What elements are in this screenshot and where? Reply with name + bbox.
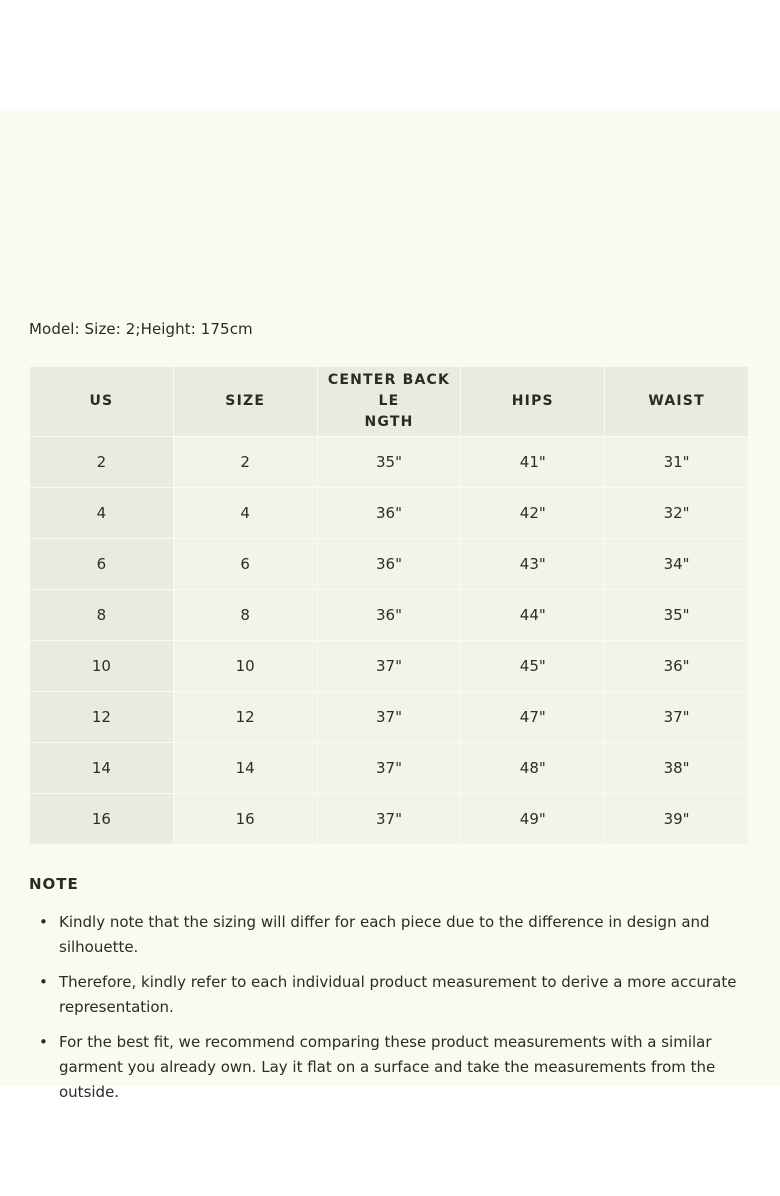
cell-center-back-length: 37"	[317, 794, 461, 845]
size-guide-panel	[0, 111, 780, 1101]
size-chart-table	[29, 366, 749, 845]
bullet-icon: •	[39, 1033, 48, 1051]
table-row	[30, 539, 749, 590]
note-item	[29, 1030, 749, 1105]
cell-hips: 44"	[461, 590, 605, 641]
cell-waist: 34"	[605, 539, 749, 590]
column-header-size: SIZE	[173, 367, 317, 437]
cell-waist: 38"	[605, 743, 749, 794]
cell-size: 14	[173, 743, 317, 794]
cell-us: 12	[30, 692, 174, 743]
cell-size: 4	[173, 488, 317, 539]
note-item	[29, 910, 749, 960]
cell-waist: 35"	[605, 590, 749, 641]
cell-waist: 31"	[605, 437, 749, 488]
bullet-icon: •	[39, 973, 48, 991]
cell-us: 16	[30, 794, 174, 845]
cell-center-back-length: 36"	[317, 539, 461, 590]
cell-size: 16	[173, 794, 317, 845]
cell-center-back-length: 36"	[317, 590, 461, 641]
table-row	[30, 794, 749, 845]
cell-size: 2	[173, 437, 317, 488]
cell-hips: 45"	[461, 641, 605, 692]
cell-us: 14	[30, 743, 174, 794]
column-header-hips: HIPS	[461, 367, 605, 437]
cell-waist: 39"	[605, 794, 749, 845]
cell-us: 2	[30, 437, 174, 488]
cell-hips: 49"	[461, 794, 605, 845]
bullet-icon: •	[39, 913, 48, 931]
cell-waist: 37"	[605, 692, 749, 743]
cell-center-back-length: 37"	[317, 641, 461, 692]
cell-size: 12	[173, 692, 317, 743]
table-row	[30, 488, 749, 539]
cell-size: 6	[173, 539, 317, 590]
table-row	[30, 437, 749, 488]
cell-center-back-length: 36"	[317, 488, 461, 539]
note-item-text: For the best fit, we recommend comparing these product measurements with a similar garment you already own. Lay it flat on a surface and take the measurements from the outside.	[59, 1033, 716, 1101]
cell-hips: 41"	[461, 437, 605, 488]
cell-us: 8	[30, 590, 174, 641]
note-item-text: Therefore, kindly refer to each individual product measurement to derive a more accurate representation.	[59, 973, 737, 1016]
cell-size: 10	[173, 641, 317, 692]
model-info: Model: Size: 2;Height: 175cm	[29, 320, 253, 338]
table-row	[30, 743, 749, 794]
table-row	[30, 641, 749, 692]
cell-center-back-length: 35"	[317, 437, 461, 488]
column-header-waist: WAIST	[605, 367, 749, 437]
note-item	[29, 970, 749, 1020]
cell-center-back-length: 37"	[317, 743, 461, 794]
column-header-center-back-length: CENTER BACK LE NGTH	[317, 367, 461, 437]
cell-hips: 47"	[461, 692, 605, 743]
cell-hips: 42"	[461, 488, 605, 539]
note-heading: NOTE	[29, 875, 79, 893]
cell-size: 8	[173, 590, 317, 641]
cell-us: 10	[30, 641, 174, 692]
cell-hips: 43"	[461, 539, 605, 590]
cell-center-back-length: 37"	[317, 692, 461, 743]
table-row	[30, 590, 749, 641]
cell-waist: 36"	[605, 641, 749, 692]
table-row	[30, 692, 749, 743]
cell-us: 6	[30, 539, 174, 590]
cell-us: 4	[30, 488, 174, 539]
note-list	[29, 910, 749, 1115]
cell-waist: 32"	[605, 488, 749, 539]
note-item-text: Kindly note that the sizing will differ for each piece due to the difference in design and silhouette.	[59, 913, 710, 956]
table-header-row	[30, 367, 749, 437]
column-header-us: US	[30, 367, 174, 437]
cell-hips: 48"	[461, 743, 605, 794]
